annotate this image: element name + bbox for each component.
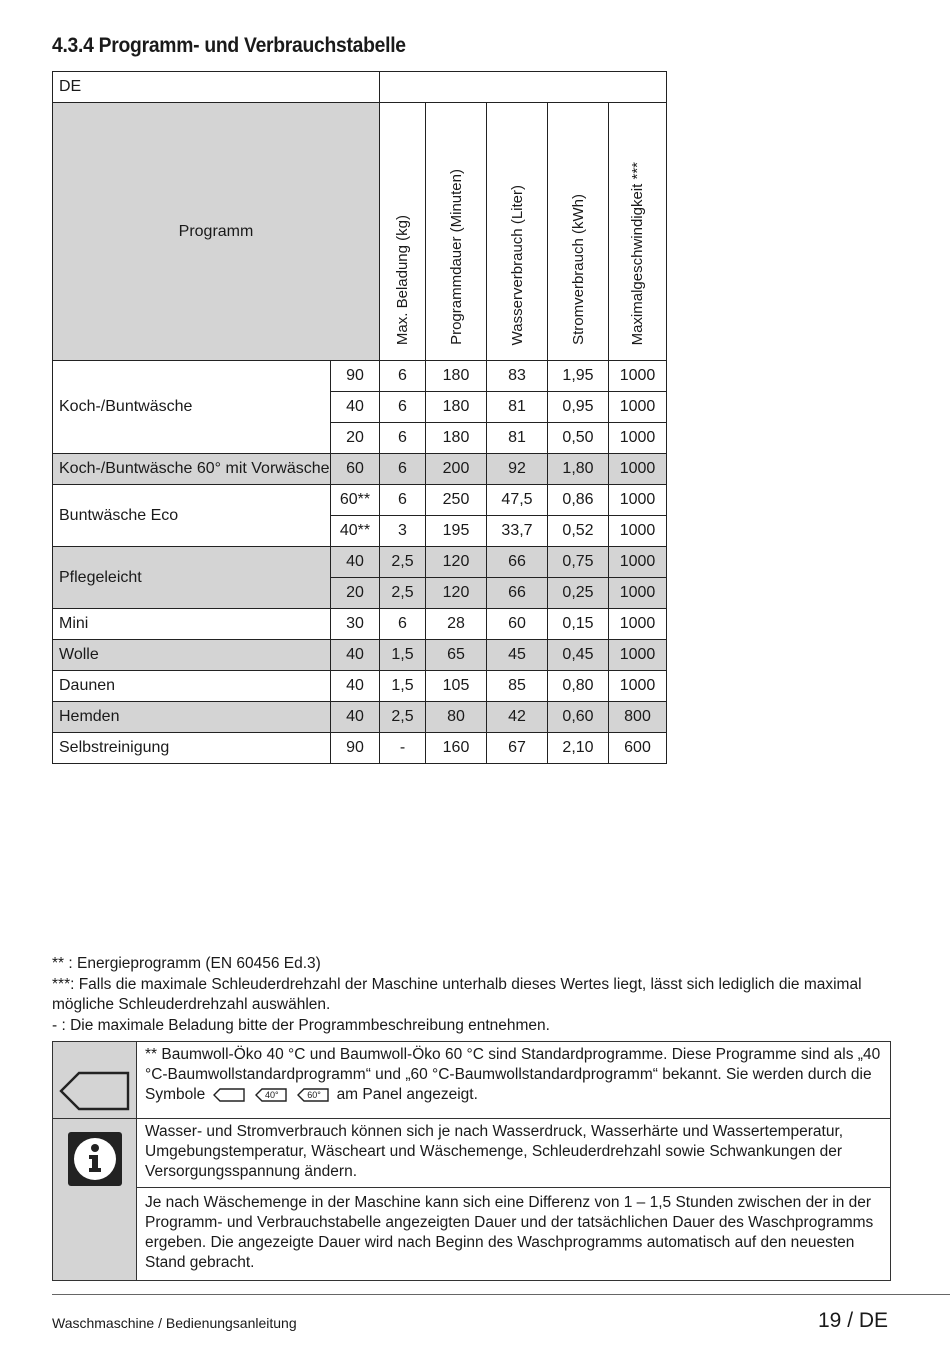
table-row <box>53 361 667 392</box>
table-cell: 0,15 <box>548 609 609 640</box>
col-header-duration: Programmdauer (Minuten) <box>426 103 487 361</box>
table-cell: 30 <box>331 609 380 640</box>
program-table-body <box>53 361 667 764</box>
table-cell: 85 <box>487 671 548 702</box>
table-cell: 0,60 <box>548 702 609 733</box>
program-name-cell: Hemden <box>53 702 331 733</box>
table-cell: 180 <box>426 392 487 423</box>
table-cell: 120 <box>426 547 487 578</box>
col-header-energy: Stromverbrauch (kWh) <box>548 103 609 361</box>
table-cell: 40** <box>331 516 380 547</box>
table-cell: 1000 <box>609 392 667 423</box>
table-cell: 40 <box>331 640 380 671</box>
table-cell: 1000 <box>609 423 667 454</box>
table-cell: 1,80 <box>548 454 609 485</box>
footnotes <box>52 954 892 1036</box>
table-cell: 1000 <box>609 485 667 516</box>
page-number: 19 / DE <box>818 1309 889 1332</box>
table-cell: 180 <box>426 361 487 392</box>
table-cell: 6 <box>380 485 426 516</box>
program-name-cell: Koch-/Buntwäsche <box>53 361 331 454</box>
table-cell: 0,50 <box>548 423 609 454</box>
table-row <box>53 733 667 764</box>
info-icon <box>67 1131 123 1187</box>
table-cell: 6 <box>380 454 426 485</box>
table-cell: 105 <box>426 671 487 702</box>
page-heading: 4.3.4 Programm- und Verbrauchstabelle <box>52 34 406 57</box>
note-duration: Je nach Wäschemenge in der Maschine kann sich eine Differenz von 1 – 1,5 Stunden zwischen der in der Programm- und Verbrauchstabelle angezeigten Dauer und der tatsächlichen Dauer des Waschprogramms ergeben. Die angezeigte Dauer wird nach Beginn des Waschprogramms automatisch auf den neuesten Stand gebracht. <box>137 1188 891 1281</box>
table-cell: 1000 <box>609 578 667 609</box>
table-cell: 120 <box>426 578 487 609</box>
table-cell: 81 <box>487 423 548 454</box>
table-cell: 160 <box>426 733 487 764</box>
table-cell: 80 <box>426 702 487 733</box>
table-cell: 0,52 <box>548 516 609 547</box>
program-name-cell: Mini <box>53 609 331 640</box>
table-cell: - <box>380 733 426 764</box>
table-cell: 81 <box>487 392 548 423</box>
program-name-cell: Koch-/Buntwäsche 60° mit Vorwäsche <box>53 454 331 485</box>
footer-document-title: Waschmaschine / Bedienungsanleitung <box>52 1315 297 1331</box>
table-cell: 1000 <box>609 454 667 485</box>
table-cell: 40 <box>331 392 380 423</box>
table-cell: 66 <box>487 547 548 578</box>
country-cell: DE <box>53 72 380 103</box>
footnote-load: - : Die maximale Beladung bitte der Programmbeschreibung entnehmen. <box>52 1016 550 1034</box>
note-standard-programs: ** Baumwoll-Öko 40 °C und Baumwoll-Öko 60 °C sind Standardprogramme. Diese Programme sind als „40 °C-Baumwollstandardprogramm“ und „60 °C-Baumwollstandardprogramm“ bekannt. Sie werden durch die Symbole 40° 60° am Panel angezeigt. <box>137 1042 891 1119</box>
table-cell: 180 <box>426 423 487 454</box>
footer-divider <box>52 1294 950 1295</box>
table-cell: 0,45 <box>548 640 609 671</box>
table-cell: 2,5 <box>380 702 426 733</box>
table-row <box>53 702 667 733</box>
table-cell: 33,7 <box>487 516 548 547</box>
table-cell: 200 <box>426 454 487 485</box>
program-name-cell: Wolle <box>53 640 331 671</box>
table-cell: 20 <box>331 578 380 609</box>
table-cell: 1000 <box>609 547 667 578</box>
table-cell: 20 <box>331 423 380 454</box>
col-header-water: Wasserverbrauch (Liter) <box>487 103 548 361</box>
footnote-speed: ***: Falls die maximale Schleuderdrehzahl der Maschine unterhalb dieses Wertes liegt, lässt sich lediglich die maximal mögliche Schleuderdrehzahl auswählen. <box>52 975 862 1013</box>
program-name-cell: Buntwäsche Eco <box>53 485 331 547</box>
table-cell: 1000 <box>609 361 667 392</box>
table-cell: 600 <box>609 733 667 764</box>
table-cell: 6 <box>380 423 426 454</box>
table-cell: 60** <box>331 485 380 516</box>
table-cell: 1,95 <box>548 361 609 392</box>
col-header-load: Max. Beladung (kg) <box>380 103 426 361</box>
program-name-cell: Daunen <box>53 671 331 702</box>
footnote-energy: ** : Energieprogramm (EN 60456 Ed.3) <box>52 955 321 972</box>
table-row <box>53 640 667 671</box>
tag-60-icon: 60° <box>297 1088 329 1102</box>
table-cell: 0,25 <box>548 578 609 609</box>
table-cell: 40 <box>331 702 380 733</box>
program-header: Programm <box>53 103 380 361</box>
table-cell: 195 <box>426 516 487 547</box>
table-cell: 66 <box>487 578 548 609</box>
table-cell: 1,5 <box>380 671 426 702</box>
table-cell: 2,5 <box>380 578 426 609</box>
table-row <box>53 547 667 578</box>
empty-header-cell <box>380 72 667 103</box>
table-cell: 6 <box>380 392 426 423</box>
program-table <box>52 71 667 764</box>
table-cell: 40 <box>331 547 380 578</box>
table-cell: 92 <box>487 454 548 485</box>
table-cell: 65 <box>426 640 487 671</box>
table-cell: 2,10 <box>548 733 609 764</box>
table-cell: 1000 <box>609 640 667 671</box>
info-icon-cell <box>53 1119 137 1281</box>
table-cell: 40 <box>331 671 380 702</box>
table-cell: 3 <box>380 516 426 547</box>
table-cell: 83 <box>487 361 548 392</box>
table-cell: 2,5 <box>380 547 426 578</box>
table-cell: 45 <box>487 640 548 671</box>
table-cell: 800 <box>609 702 667 733</box>
table-cell: 6 <box>380 609 426 640</box>
table-cell: 0,95 <box>548 392 609 423</box>
table-cell: 90 <box>331 733 380 764</box>
table-cell: 250 <box>426 485 487 516</box>
table-cell: 6 <box>380 361 426 392</box>
tag-symbol-icon <box>213 1088 245 1102</box>
table-row <box>53 485 667 516</box>
table-cell: 0,86 <box>548 485 609 516</box>
table-cell: 42 <box>487 702 548 733</box>
table-cell: 1000 <box>609 609 667 640</box>
table-cell: 90 <box>331 361 380 392</box>
tag-40-icon: 40° <box>255 1088 287 1102</box>
note-consumption: Wasser- und Stromverbrauch können sich je nach Wasserdruck, Wasserhärte und Wassertemperatur, Umgebungstemperatur, Wäscheart und Wäschemenge, Schleuderdrehzahl sowie Schwankungen der Versorgungsspannung ändern. <box>137 1119 891 1188</box>
program-name-cell: Pflegeleicht <box>53 547 331 609</box>
table-cell: 0,75 <box>548 547 609 578</box>
note-label-cell <box>53 1042 137 1119</box>
table-cell: 1000 <box>609 516 667 547</box>
col-header-speed: Maximalgeschwindigkeit *** <box>609 103 667 361</box>
table-cell: 0,80 <box>548 671 609 702</box>
table-cell: 1000 <box>609 671 667 702</box>
table-cell: 60 <box>487 609 548 640</box>
table-row <box>53 609 667 640</box>
program-name-cell: Selbstreinigung <box>53 733 331 764</box>
table-cell: 1,5 <box>380 640 426 671</box>
table-cell: 28 <box>426 609 487 640</box>
table-cell: 67 <box>487 733 548 764</box>
notes-table <box>52 1041 891 1281</box>
tag-symbol-icon <box>59 1070 131 1112</box>
table-cell: 60 <box>331 454 380 485</box>
table-cell: 47,5 <box>487 485 548 516</box>
table-row <box>53 454 667 485</box>
table-row <box>53 671 667 702</box>
